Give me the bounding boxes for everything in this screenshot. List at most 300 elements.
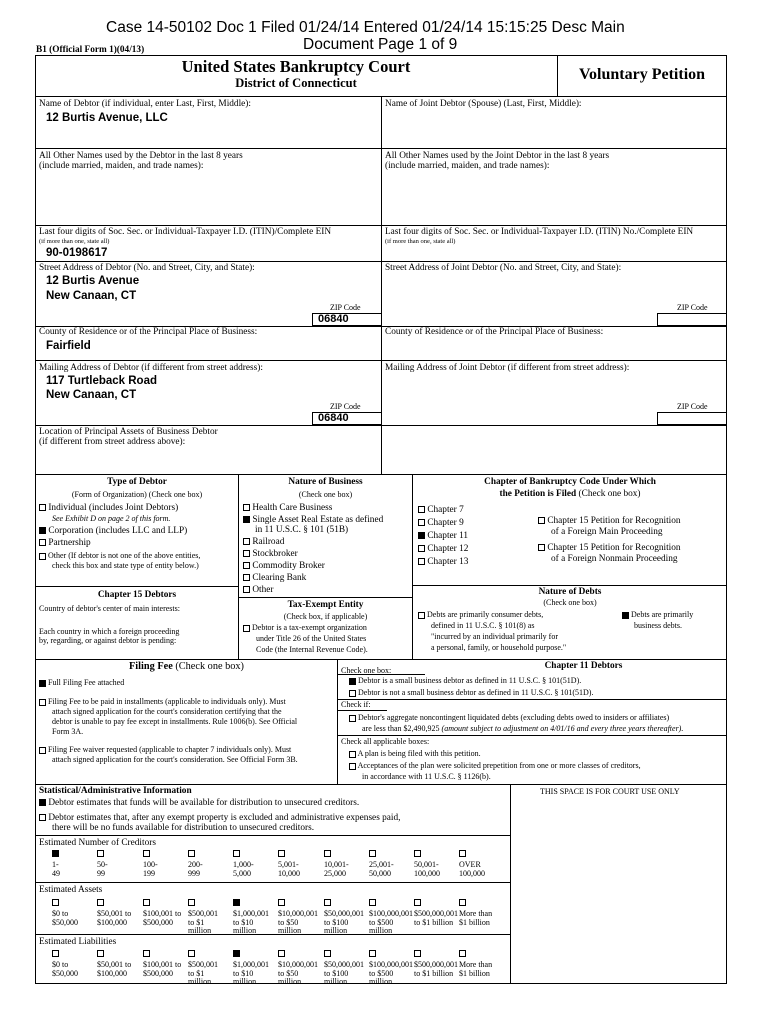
other-entity-label-2: check this box and state type of entity below.) [52, 561, 199, 570]
creditors-option[interactable] [97, 850, 108, 878]
installments-label-3: debtor is unable to pay fee except in installments. Rule 1006(b). See Official [52, 717, 298, 726]
consumer-debts-label: Debts are primarily consumer debts, [427, 610, 544, 619]
creditors-option[interactable] [414, 850, 440, 878]
chapter-title-2-note: (Check one box) [578, 489, 641, 499]
filing-fee-title-note: (Check one box) [175, 661, 244, 672]
chapter-11-option[interactable] [418, 531, 468, 542]
creditors-checkbox[interactable] [459, 850, 466, 857]
not-small-business-option[interactable] [349, 688, 593, 698]
business-debts-label-2: business debts. [634, 621, 682, 630]
assets-option[interactable] [459, 899, 492, 927]
liabilities-range-label: $500,000,001 [414, 960, 458, 969]
liabilities-checkbox[interactable] [459, 950, 466, 957]
mailing-zip-label: ZIP Code [330, 402, 361, 411]
tax-exempt-label-2: under Title 26 of the United States [256, 634, 367, 643]
assets-label: Estimated Assets [39, 885, 103, 895]
chapter-11-label: Chapter 11 [427, 531, 469, 541]
liabilities-range-label: $1 billion [459, 968, 490, 978]
street-label: Street Address of Debtor (No. and Street, City, and State): [39, 263, 255, 273]
assets-range-label: to $500 [369, 917, 394, 927]
filing-fee-title-bold: Filing Fee [129, 661, 173, 672]
no-funds-label-2: there will be no funds available for distribution to unsecured creditors. [52, 823, 315, 833]
other-names-label-2: (include married, maiden, and trade names): [39, 161, 204, 171]
creditors-checkbox[interactable] [278, 850, 285, 857]
assets-range-label: $50,001 to [97, 909, 132, 918]
acceptances-checkbox[interactable] [349, 763, 356, 770]
tax-exempt-title: Tax-Exempt Entity [287, 600, 364, 610]
joint-ssn-label: Last four digits of Soc. Sec. or Individual-Taxpayer I.D. (ITIN) No./Complete EIN [385, 227, 694, 237]
joint-debtor-name-label: Name of Joint Debtor (Spouse) (Last, First, Middle): [385, 99, 582, 109]
single-asset-label: Single Asset Real Estate as defined [252, 515, 384, 525]
clearing-option[interactable] [243, 573, 306, 584]
assets-checkbox[interactable] [278, 899, 285, 906]
consumer-debts-option[interactable] [418, 610, 543, 620]
clearing-label: Clearing Bank [252, 573, 307, 583]
joint-street-label: Street Address of Joint Debtor (No. and Street, City, and State): [385, 263, 622, 273]
assets-range-label: $10,000,001 [278, 909, 318, 918]
assets-range-label: to $100 [324, 917, 349, 927]
chapter-7-label: Chapter 7 [427, 505, 464, 515]
liabilities-option[interactable] [324, 950, 364, 987]
liabilities-range-label: million [188, 977, 212, 987]
assets-checkbox[interactable] [52, 899, 59, 906]
commodity-checkbox[interactable] [243, 562, 250, 569]
consumer-debts-checkbox[interactable] [418, 612, 425, 619]
liabilities-range-label: million [369, 977, 393, 987]
liabilities-checkbox[interactable] [278, 950, 285, 957]
liabilities-option[interactable] [143, 950, 181, 978]
mailing-line-2[interactable]: New Canaan, CT [46, 389, 137, 401]
liabilities-range-label: $0 to [52, 960, 69, 969]
liabilities-checkbox[interactable] [143, 950, 150, 957]
small-business-option[interactable] [349, 676, 581, 686]
aggregate-debts-checkbox[interactable] [349, 715, 356, 722]
acceptances-option[interactable] [349, 761, 641, 771]
other-business-label: Other [252, 585, 274, 595]
creditors-range-label: 10,000 [278, 868, 300, 878]
health-care-option[interactable] [243, 503, 332, 514]
location-label-2: (if different from street address above): [39, 437, 186, 447]
liabilities-option[interactable] [188, 950, 218, 987]
corporation-checkbox[interactable] [39, 527, 46, 534]
installments-label-4: Form 3A. [52, 727, 84, 736]
no-funds-label: Debtor estimates that, after any exempt property is excluded and administrative expenses paid, [48, 813, 401, 823]
assets-range-label: to $50 [278, 917, 299, 927]
full-fee-label: Full Filing Fee attached [48, 678, 125, 687]
installments-label-2: attach signed application for the court's consideration certifying that the [52, 707, 282, 716]
assets-range-label: $50,000 [52, 917, 78, 927]
assets-checkbox[interactable] [459, 899, 466, 906]
tax-exempt-option[interactable] [243, 623, 367, 633]
chapter-9-label: Chapter 9 [427, 518, 464, 528]
acceptances-label-2: in accordance with 11 U.S.C. § 1126(b). [362, 772, 491, 781]
joint-county-label: County of Residence or of the Principal Place of Business: [385, 327, 604, 337]
liabilities-range-label: $100,000,001 [369, 960, 413, 969]
chapter-11-debtors-title: Chapter 11 Debtors [544, 661, 623, 671]
installments-option[interactable] [39, 697, 286, 707]
assets-range-label: $1,000,001 [233, 909, 269, 918]
zip-value[interactable]: 06840 [318, 313, 349, 325]
railroad-label: Railroad [252, 537, 285, 547]
fee-waiver-option[interactable] [39, 745, 291, 755]
creditors-option[interactable] [233, 850, 254, 878]
debtor-name[interactable]: 12 Burtis Avenue, LLC [46, 112, 168, 124]
partnership-option[interactable] [39, 538, 91, 549]
zip-label: ZIP Code [330, 303, 361, 312]
filing-fee-title [36, 661, 337, 674]
liabilities-range-label: to $100 [324, 968, 349, 978]
business-debts-checkbox[interactable] [622, 612, 629, 619]
creditors-range-label: 200- [188, 860, 203, 869]
liabilities-option[interactable] [97, 950, 131, 978]
creditors-option[interactable] [278, 850, 300, 878]
assets-checkbox[interactable] [188, 899, 195, 906]
assets-range-label: $100,000 [97, 917, 127, 927]
assets-range-label: million [233, 926, 257, 936]
acceptances-label: Acceptances of the plan were solicited prepetition from one or more classes of creditors, [357, 761, 641, 770]
business-debts-label: Debts are primarily [631, 610, 694, 619]
joint-ssn-note: (if more than one, state all) [385, 238, 456, 245]
tax-exempt-checkbox[interactable] [243, 625, 250, 632]
health-care-label: Health Care Business [252, 503, 333, 513]
fee-waiver-checkbox[interactable] [39, 747, 46, 754]
funds-available-label: Debtor estimates that funds will be available for distribution to unsecured creditors. [48, 798, 360, 808]
creditors-range-label: 50,000 [369, 868, 391, 878]
filing-stamp-line-1: Case 14-50102 Doc 1 Filed 01/24/14 Entered 01/24/14 15:15:25 Desc Main [106, 19, 625, 36]
creditors-checkbox[interactable] [324, 850, 331, 857]
court-use-label: THIS SPACE IS FOR COURT USE ONLY [540, 787, 680, 796]
liabilities-range-label: million [324, 977, 348, 987]
corporation-option[interactable] [39, 526, 187, 537]
liabilities-checkbox[interactable] [233, 950, 240, 957]
consumer-debts-label-4: a personal, family, or household purpose." [431, 643, 567, 652]
street-line-2[interactable]: New Canaan, CT [46, 290, 137, 302]
liabilities-checkbox[interactable] [369, 950, 376, 957]
assets-range-label: $50,000,001 [324, 909, 364, 918]
small-business-checkbox[interactable] [349, 678, 356, 685]
chapter-title: Chapter of Bankruptcy Code Under Which [484, 477, 656, 487]
liabilities-option[interactable] [369, 950, 413, 987]
country-label: Country of debtor's center of main interests: [39, 604, 180, 613]
nature-of-debts-subtitle: (Check one box) [543, 598, 597, 607]
liabilities-label: Estimated Liabilities [39, 937, 117, 947]
mailing-zip-value[interactable]: 06840 [318, 412, 349, 424]
assets-range-label: $1 billion [459, 917, 490, 927]
liabilities-range-label: $100,001 to [143, 960, 182, 969]
nature-of-business-title: Nature of Business [288, 477, 363, 487]
assets-range-label: $0 to [52, 909, 69, 918]
installments-label: Filing Fee to be paid in installments (applicable to individuals only). Must [48, 697, 286, 706]
full-fee-checkbox[interactable] [39, 680, 46, 687]
joint-mailing-zip-box [657, 412, 727, 425]
liabilities-range-label: $50,000 [52, 968, 78, 978]
tax-exempt-label: Debtor is a tax-exempt organization [252, 623, 367, 632]
assets-option[interactable] [414, 899, 458, 927]
tax-exempt-label-3: Code (the Internal Revenue Code). [256, 645, 368, 654]
chapter-7-option[interactable] [418, 505, 464, 516]
creditors-label: Estimated Number of Creditors [39, 838, 156, 848]
creditors-range-label: 10,001- [324, 860, 349, 869]
other-business-checkbox[interactable] [243, 586, 250, 593]
chapter-15-nonmain-option[interactable] [538, 543, 681, 554]
individual-option[interactable] [39, 503, 178, 514]
chapter-title-2-bold: the Petition is Filed [499, 489, 577, 499]
assets-checkbox[interactable] [324, 899, 331, 906]
partnership-label: Partnership [48, 538, 91, 548]
joint-zip-label: ZIP Code [677, 303, 708, 312]
chapter-11-checkbox[interactable] [418, 532, 425, 539]
mailing-line-1[interactable]: 117 Turtleback Road [46, 375, 157, 387]
other-entity-checkbox[interactable] [39, 553, 46, 560]
clearing-checkbox[interactable] [243, 574, 250, 581]
individual-note: See Exhibit D on page 2 of this form. [52, 514, 171, 523]
liabilities-range-label: More than [459, 960, 493, 969]
chapter-15-main-label: Chapter 15 Petition for Recognition [547, 516, 681, 526]
debtor-name-label: Name of Debtor (if individual, enter Last, First, Middle): [39, 99, 251, 109]
chapter-12-label: Chapter 12 [427, 544, 469, 554]
aggregate-debts-label: Debtor's aggregate noncontingent liquidated debts (excluding debts owed to insiders or affiliates) [358, 713, 670, 722]
not-small-business-label: Debtor is not a small business debtor as defined in 11 U.S.C. § 101(51D). [358, 688, 594, 697]
assets-range-label: million [369, 926, 393, 936]
not-small-business-checkbox[interactable] [349, 690, 356, 697]
tax-exempt-subtitle: (Check box, if applicable) [283, 612, 368, 621]
assets-checkbox[interactable] [369, 899, 376, 906]
full-fee-option[interactable] [39, 678, 124, 688]
other-entity-option[interactable] [39, 551, 200, 561]
creditors-range-label: 1- [52, 860, 59, 869]
chapter-9-option[interactable] [418, 518, 464, 529]
check-one-box-label: Check one box: [341, 666, 392, 675]
nature-of-debts-title: Nature of Debts [538, 587, 602, 597]
creditors-option[interactable] [459, 850, 485, 878]
creditors-option[interactable] [188, 850, 203, 878]
form-id: B1 (Official Form 1)(04/13) [36, 45, 145, 55]
liabilities-range-label: to $50 [278, 968, 299, 978]
liabilities-range-label: $10,000,001 [278, 960, 318, 969]
funds-available-option[interactable] [39, 798, 359, 809]
creditors-checkbox[interactable] [188, 850, 195, 857]
assets-range-label: million [278, 926, 302, 936]
railroad-option[interactable] [243, 537, 284, 548]
chapter-15-nonmain-checkbox[interactable] [538, 544, 545, 551]
assets-range-label: to $10 [233, 917, 254, 927]
liabilities-range-label: to $1 billion [414, 968, 454, 978]
chapter-7-checkbox[interactable] [418, 506, 425, 513]
liabilities-option[interactable] [233, 950, 269, 987]
mailing-label: Mailing Address of Debtor (if different from street address): [39, 363, 263, 373]
check-if-label: Check if: [341, 700, 371, 709]
location-label: Location of Principal Assets of Business Debtor [39, 427, 218, 437]
fee-waiver-label: Filing Fee waiver requested (applicable to chapter 7 individuals only). Must [48, 745, 292, 754]
creditors-range-label: 25,000 [324, 868, 346, 878]
chapter-15-nonmain-label: Chapter 15 Petition for Recognition [547, 543, 681, 553]
funds-available-checkbox[interactable] [39, 799, 46, 806]
chapter-12-option[interactable] [418, 544, 468, 555]
creditors-checkbox[interactable] [414, 850, 421, 857]
creditors-range-label: 49 [52, 868, 60, 878]
liabilities-checkbox[interactable] [324, 950, 331, 957]
debtor-ein[interactable]: 90-0198617 [46, 247, 108, 259]
other-names-label: All Other Names used by the Debtor in the last 8 years [39, 151, 243, 161]
type-of-debtor-title: Type of Debtor [107, 477, 167, 487]
liabilities-range-label: $50,000,001 [324, 960, 364, 969]
chapter-13-label: Chapter 13 [427, 557, 469, 567]
liabilities-range-label: million [278, 977, 302, 987]
creditors-option[interactable] [143, 850, 158, 878]
assets-range-label: million [188, 926, 212, 936]
creditors-range-label: 5,000 [233, 868, 251, 878]
stockbroker-label: Stockbroker [252, 549, 298, 559]
liabilities-range-label: to $1 [188, 968, 205, 978]
single-asset-checkbox[interactable] [243, 516, 250, 523]
liabilities-option[interactable] [459, 950, 492, 978]
chapter-15-nonmain-label-2: of a Foreign Nonmain Proceeding [551, 554, 678, 564]
filing-stamp-line-2: Document Page 1 of 9 [303, 36, 458, 53]
individual-checkbox[interactable] [39, 504, 46, 511]
assets-range-label: $500,000,001 [414, 909, 458, 918]
assets-checkbox[interactable] [97, 899, 104, 906]
assets-checkbox[interactable] [233, 899, 240, 906]
creditors-option[interactable] [52, 850, 60, 878]
consumer-debts-label-2: defined in 11 U.S.C. § 101(8) as [431, 621, 535, 630]
small-business-label: Debtor is a small business debtor as defined in 11 U.S.C. § 101(51D). [358, 676, 582, 685]
creditors-range-label: 5,001- [278, 860, 299, 869]
ssn-label: Last four digits of Soc. Sec. or Individual-Taxpayer I.D. (ITIN)/Complete EIN [39, 227, 332, 237]
consumer-debts-label-3: "incurred by an individual primarily for [431, 632, 559, 641]
petition-title: Voluntary Petition [578, 66, 706, 83]
type-of-debtor-subtitle: (Form of Organization) (Check one box) [71, 490, 203, 499]
liabilities-checkbox[interactable] [414, 950, 421, 957]
assets-range-label: million [324, 926, 348, 936]
liabilities-range-label: to $10 [233, 968, 254, 978]
joint-other-names-label-2: (include married, maiden, and trade names): [385, 161, 550, 171]
liabilities-range-label: $500,000 [143, 968, 173, 978]
chapter-15-main-checkbox[interactable] [538, 517, 545, 524]
creditors-range-label: 100- [143, 860, 158, 869]
creditors-range-label: 50- [97, 860, 108, 869]
liabilities-checkbox[interactable] [188, 950, 195, 957]
assets-option[interactable] [52, 899, 78, 927]
assets-range-label: to $1 [188, 917, 205, 927]
liabilities-range-label: $500,001 [188, 960, 218, 969]
single-asset-label-2: in 11 U.S.C. § 101 (51B) [255, 525, 349, 535]
joint-mailing-label: Mailing Address of Joint Debtor (if different from street address): [385, 363, 630, 373]
joint-mailing-zip-label: ZIP Code [677, 402, 708, 411]
aggregate-amount: are less than $2,490,925 [362, 724, 440, 733]
creditors-checkbox[interactable] [97, 850, 104, 857]
stockbroker-checkbox[interactable] [243, 550, 250, 557]
statistical-title: Statistical/Administrative Information [39, 786, 192, 796]
creditors-option[interactable] [324, 850, 349, 878]
fee-waiver-label-2: attach signed application for the court's consideration. See Official Form 3B. [52, 755, 298, 764]
assets-option[interactable] [324, 899, 364, 936]
creditors-range-label: 199 [143, 868, 155, 878]
assets-range-label: More than [459, 909, 493, 918]
assets-range-label: $100,001 to [143, 909, 182, 918]
chapter-15-main-label-2: of a Foreign Main Proceeding [551, 527, 663, 537]
nature-of-business-subtitle: (Check one box) [298, 490, 353, 499]
plan-filed-label: A plan is being filed with this petition. [357, 749, 481, 758]
assets-option[interactable] [143, 899, 181, 927]
county-label: County of Residence or of the Principal Place of Business: [39, 327, 258, 337]
no-funds-checkbox[interactable] [39, 814, 46, 821]
each-country-label-2: by, regarding, or against debtor is pending: [39, 636, 177, 645]
assets-option[interactable] [188, 899, 218, 936]
stockbroker-option[interactable] [243, 549, 298, 560]
plan-filed-checkbox[interactable] [349, 751, 356, 758]
aggregate-debts-label-2 [362, 724, 683, 734]
health-care-checkbox[interactable] [243, 504, 250, 511]
street-line-1[interactable]: 12 Burtis Avenue [46, 275, 140, 287]
check-all-label: Check all applicable boxes: [341, 737, 430, 746]
railroad-checkbox[interactable] [243, 538, 250, 545]
creditors-checkbox[interactable] [143, 850, 150, 857]
commodity-label: Commodity Broker [252, 561, 325, 571]
creditors-range-label: 100,000 [414, 868, 440, 878]
chapter-12-checkbox[interactable] [418, 545, 425, 552]
liabilities-option[interactable] [414, 950, 458, 978]
assets-option[interactable] [233, 899, 269, 936]
liabilities-range-label: $50,001 to [97, 960, 132, 969]
assets-option[interactable] [278, 899, 318, 936]
plan-filed-option[interactable] [349, 749, 481, 759]
creditors-range-label: 1,000- [233, 860, 254, 869]
other-business-option[interactable] [243, 585, 274, 596]
liabilities-range-label: $100,000 [97, 968, 127, 978]
assets-range-label: to $1 billion [414, 917, 454, 927]
liabilities-range-label: to $500 [369, 968, 394, 978]
assets-range-label: $100,000,001 [369, 909, 413, 918]
creditors-checkbox[interactable] [52, 850, 59, 857]
chapter-title-2 [413, 489, 727, 500]
creditors-range-label: 25,001- [369, 860, 394, 869]
creditors-range-label: 99 [97, 868, 105, 878]
commodity-option[interactable] [243, 561, 325, 572]
chapter-9-checkbox[interactable] [418, 519, 425, 526]
creditors-checkbox[interactable] [369, 850, 376, 857]
assets-checkbox[interactable] [143, 899, 150, 906]
business-debts-option[interactable] [622, 610, 693, 620]
partnership-checkbox[interactable] [39, 539, 46, 546]
assets-range-label: $500,000 [143, 917, 173, 927]
other-entity-label: Other (If debtor is not one of the above entities, [48, 551, 201, 560]
county-value[interactable]: Fairfield [46, 340, 91, 352]
creditors-range-label: 999 [188, 868, 200, 878]
chapter-15-main-option[interactable] [538, 516, 681, 527]
chapter-13-option[interactable] [418, 557, 468, 568]
assets-option[interactable] [369, 899, 413, 936]
assets-option[interactable] [97, 899, 131, 927]
liabilities-option[interactable] [278, 950, 318, 987]
ssn-note: (if more than one, state all) [39, 238, 110, 245]
court-district: District of Connecticut [235, 76, 357, 90]
liabilities-range-label: $1,000,001 [233, 960, 269, 969]
chapter-13-checkbox[interactable] [418, 558, 425, 565]
creditors-range-label: 100,000 [459, 868, 485, 878]
joint-zip-box [657, 313, 727, 326]
aggregate-debts-option[interactable] [349, 713, 669, 723]
creditors-option[interactable] [369, 850, 394, 878]
aggregate-note: (amount subject to adjustment on 4/01/16 and every three years thereafter). [441, 724, 684, 733]
creditors-checkbox[interactable] [233, 850, 240, 857]
installments-checkbox[interactable] [39, 699, 46, 706]
liabilities-checkbox[interactable] [52, 950, 59, 957]
court-title: United States Bankruptcy Court [181, 57, 411, 76]
liabilities-checkbox[interactable] [97, 950, 104, 957]
assets-checkbox[interactable] [414, 899, 421, 906]
liabilities-option[interactable] [52, 950, 78, 978]
chapter-15-debtors-title: Chapter 15 Debtors [97, 590, 177, 600]
